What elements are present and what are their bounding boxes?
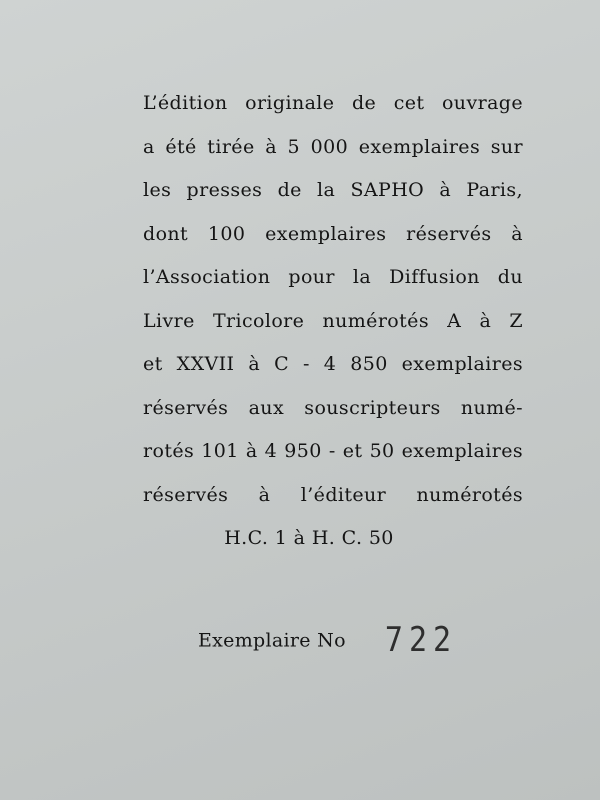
copy-number-value: 722 bbox=[384, 620, 458, 660]
colophon-line: et XXVII à C - 4 850 exemplaires bbox=[143, 353, 523, 375]
colophon-line: rotés 101 à 4 950 - et 50 exemplaires bbox=[143, 440, 523, 462]
copy-number-label: Exemplaire No bbox=[198, 629, 346, 652]
copy-number bbox=[198, 618, 457, 662]
colophon-text bbox=[143, 82, 523, 561]
colophon-line: dont 100 exemplaires réservés à bbox=[143, 222, 523, 245]
colophon-line: réservés aux souscripteurs numé- bbox=[143, 396, 523, 419]
colophon-line: a été tirée à 5 000 exemplaires sur bbox=[143, 135, 523, 158]
colophon-line: l’Association pour la Diffusion du bbox=[143, 266, 523, 288]
colophon-line: les presses de la SAPHO à Paris, bbox=[143, 179, 523, 201]
colophon-line: réservés à l’éditeur numérotés bbox=[143, 483, 523, 506]
colophon-line: L’édition originale de cet ouvrage bbox=[143, 92, 523, 114]
colophon-line: Livre Tricolore numérotés A à Z bbox=[143, 309, 523, 332]
colophon-line: H.C. 1 à H. C. 50 bbox=[224, 527, 394, 549]
